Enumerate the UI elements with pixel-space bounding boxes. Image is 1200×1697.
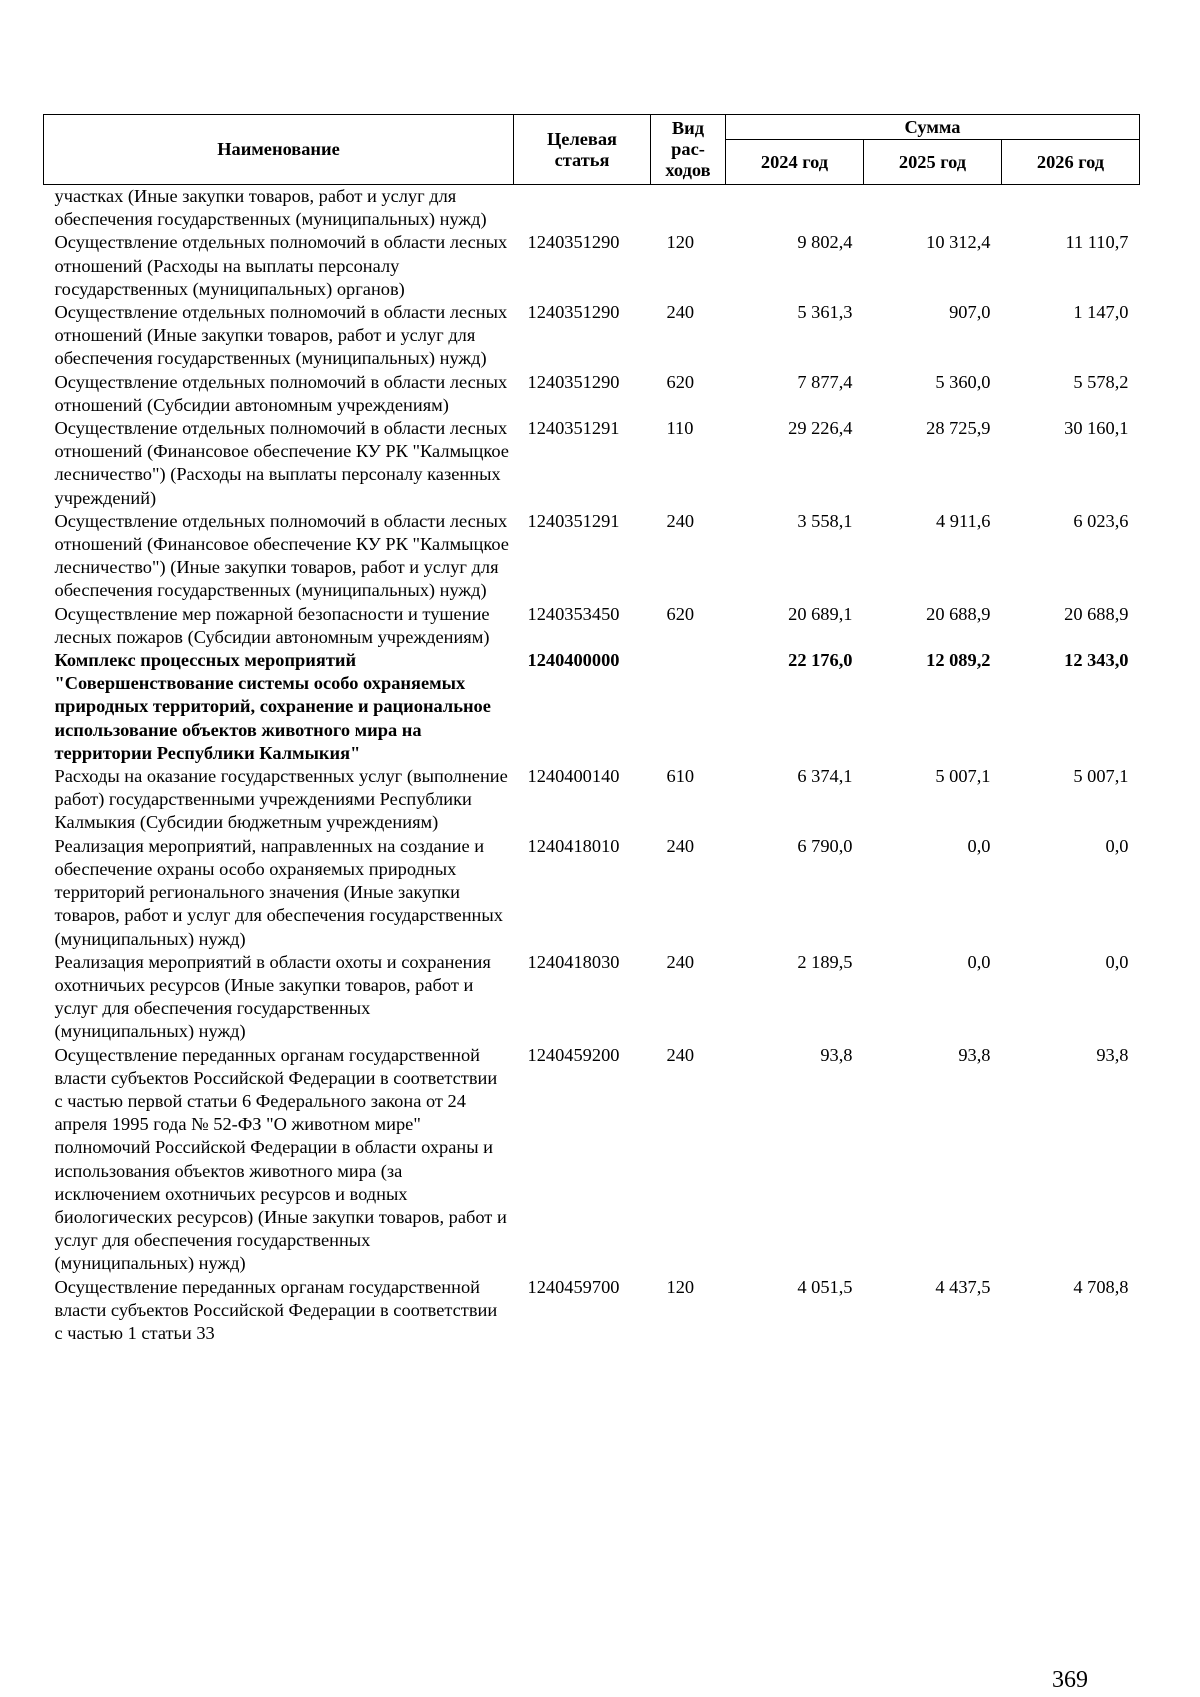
row-code: 1240459700 (527, 1276, 620, 1297)
row-2025: 28 725,9 (926, 418, 991, 439)
header-type-line2: рас- (671, 139, 705, 159)
header-target-article (514, 115, 651, 185)
row-type: 620 (666, 371, 695, 392)
row-type: 240 (666, 1044, 695, 1065)
row-name: Осуществление отдельных полномочий в области лесных отношений (Финансовое обеспечение КУ РК "Калмыцкое лесничество") (Расходы на выплаты персоналу казенных учреждений) (54, 418, 509, 508)
row-2024: 93,8 (820, 1044, 853, 1065)
row-name: Реализация мероприятий, направленных на создание и обеспечение охраны особо охраняемых природных территорий регионального значения (Иные закупки товаров, работ и услуг для обеспечения государственных (муниципальных) нужд) (54, 835, 503, 949)
row-name: Осуществление отдельных полномочий в области лесных отношений (Финансовое обеспечение КУ РК "Калмыцкое лесничество") (Иные закупки товаров, работ и услуг для обеспечения государственных (муниципальных) нужд) (54, 510, 509, 601)
row-code: 1240418030 (527, 951, 620, 972)
row-code (514, 185, 651, 232)
table-row (44, 1044, 1140, 1276)
row-2026 (1002, 185, 1140, 232)
row-type: 240 (666, 510, 695, 531)
row-type: 110 (666, 418, 694, 439)
row-name: Расходы на оказание государственных услуг (выполнение работ) государственными учреждениями Республики Калмыкия (Субсидии бюджетным учреждениям) (54, 766, 508, 833)
budget-table (43, 114, 1140, 1345)
row-2024: 6 374,1 (797, 766, 853, 787)
row-2025: 5 007,1 (935, 766, 991, 787)
row-2025: 10 312,4 (926, 232, 991, 253)
row-type: 120 (666, 232, 695, 253)
row-name: Реализация мероприятий в области охоты и сохранения охотничьих ресурсов (Иные закупки товаров, работ и услуг для обеспечения государственных (муниципальных) нужд) (54, 951, 491, 1042)
row-code: 1240351291 (527, 418, 620, 439)
row-type (651, 185, 726, 232)
row-code: 1240400000 (527, 650, 620, 671)
header-2024: 2024 год (726, 140, 864, 185)
row-code: 1240353450 (527, 603, 620, 624)
row-2025: 0,0 (967, 835, 991, 856)
table-row (44, 765, 1140, 835)
row-type: 240 (666, 302, 695, 323)
page-number: 369 (1052, 1667, 1088, 1693)
row-2026: 0,0 (1105, 951, 1129, 972)
row-2024: 7 877,4 (797, 371, 853, 392)
row-2024: 5 361,3 (797, 302, 853, 323)
header-code-line1: Целевая (546, 128, 618, 149)
row-2026: 5 578,2 (1073, 371, 1129, 392)
row-code: 1240351291 (527, 510, 620, 531)
row-2026: 30 160,1 (1064, 418, 1129, 439)
row-type: 610 (666, 766, 695, 787)
row-2024: 22 176,0 (788, 650, 853, 671)
row-2026: 20 688,9 (1064, 603, 1129, 624)
table-row (44, 510, 1140, 603)
row-name: Осуществление переданных органам государственной власти субъектов Российской Федерации в соответствии с частью первой статьи 6 Федерального закона от 24 апреля 1995 года № 52-ФЗ "О животном мире" полномочий Российской Федерации в области охраны и использования объектов животного мира (за исключением охотничьих ресурсов и водных биологических ресурсов) (Иные закупки товаров, работ и услуг для обеспечения государственных (муниципальных) нужд) (54, 1044, 507, 1274)
row-2025: 93,8 (958, 1044, 991, 1065)
row-name: Осуществление отдельных полномочий в области лесных отношений (Субсидии автономным учреждениям) (54, 371, 508, 415)
row-2026: 11 110,7 (1065, 232, 1129, 253)
row-code: 1240418010 (527, 835, 620, 856)
row-2024: 6 790,0 (797, 835, 853, 856)
table-row (44, 371, 1140, 417)
row-2026: 5 007,1 (1073, 766, 1129, 787)
row-2025 (864, 185, 1002, 232)
row-2025: 5 360,0 (935, 371, 991, 392)
row-name: Комплекс процессных мероприятий "Совершенствование системы особо охраняемых природных территорий, сохранение и рациональное использование объектов животного мира на территории Республики Калмыкия" (54, 650, 491, 763)
header-2025: 2025 год (864, 140, 1002, 185)
row-2025: 4 437,5 (935, 1276, 991, 1297)
header-code-line2: статья (554, 149, 610, 170)
row-2026: 6 023,6 (1073, 510, 1129, 531)
row-type: 620 (666, 603, 695, 624)
row-name: участках (Иные закупки товаров, работ и услуг для обеспечения государственных (муниципальных) нужд) (54, 186, 487, 230)
row-2025: 12 089,2 (926, 650, 991, 671)
header-sum: Сумма (726, 115, 1140, 140)
row-code: 1240459200 (527, 1044, 620, 1065)
table-row (44, 417, 1140, 510)
row-code: 1240400140 (527, 766, 620, 787)
header-name: Наименование (44, 115, 514, 185)
row-2024: 4 051,5 (797, 1276, 853, 1297)
table-row (44, 603, 1140, 649)
table-row (44, 301, 1140, 371)
row-2025: 907,0 (949, 302, 991, 323)
row-type: 120 (666, 1276, 695, 1297)
row-2026: 1 147,0 (1073, 302, 1129, 323)
row-code: 1240351290 (527, 302, 620, 323)
header-type-line3: ходов (665, 160, 711, 180)
row-2024: 9 802,4 (797, 232, 853, 253)
table-row (44, 951, 1140, 1044)
row-2026: 0,0 (1105, 835, 1129, 856)
row-type: 240 (666, 835, 695, 856)
table-row (44, 231, 1140, 301)
row-name: Осуществление переданных органам государственной власти субъектов Российской Федерации в соответствии с частью 1 статьи 33 (54, 1276, 498, 1343)
row-name: Осуществление отдельных полномочий в области лесных отношений (Расходы на выплаты персоналу государственных (муниципальных) органов) (54, 232, 508, 299)
table-row-section (44, 649, 1140, 765)
table-row (44, 835, 1140, 951)
row-2026: 12 343,0 (1064, 650, 1129, 671)
table-body (44, 185, 1140, 1346)
row-2024: 2 189,5 (797, 951, 853, 972)
row-code: 1240351290 (527, 232, 620, 253)
row-2026: 93,8 (1096, 1044, 1129, 1065)
row-code: 1240351290 (527, 371, 620, 392)
row-2024: 29 226,4 (788, 418, 853, 439)
table-row (44, 1276, 1140, 1346)
row-2026: 4 708,8 (1073, 1276, 1129, 1297)
row-name: Осуществление мер пожарной безопасности и тушение лесных пожаров (Субсидии автономным учреждениям) (54, 603, 490, 647)
row-2025: 0,0 (967, 951, 991, 972)
row-2024: 3 558,1 (797, 510, 853, 531)
row-type (651, 649, 726, 765)
table-header (44, 115, 1140, 185)
row-2024 (726, 185, 864, 232)
header-expense-type (651, 115, 726, 185)
row-name: Осуществление отдельных полномочий в области лесных отношений (Иные закупки товаров, работ и услуг для обеспечения государственных (муниципальных) нужд) (54, 302, 508, 369)
table-row (44, 185, 1140, 232)
row-2025: 20 688,9 (926, 603, 991, 624)
row-2024: 20 689,1 (788, 603, 853, 624)
row-type: 240 (666, 951, 695, 972)
header-type-line1: Вид (671, 118, 705, 138)
row-2025: 4 911,6 (936, 510, 991, 531)
header-2026: 2026 год (1002, 140, 1140, 185)
